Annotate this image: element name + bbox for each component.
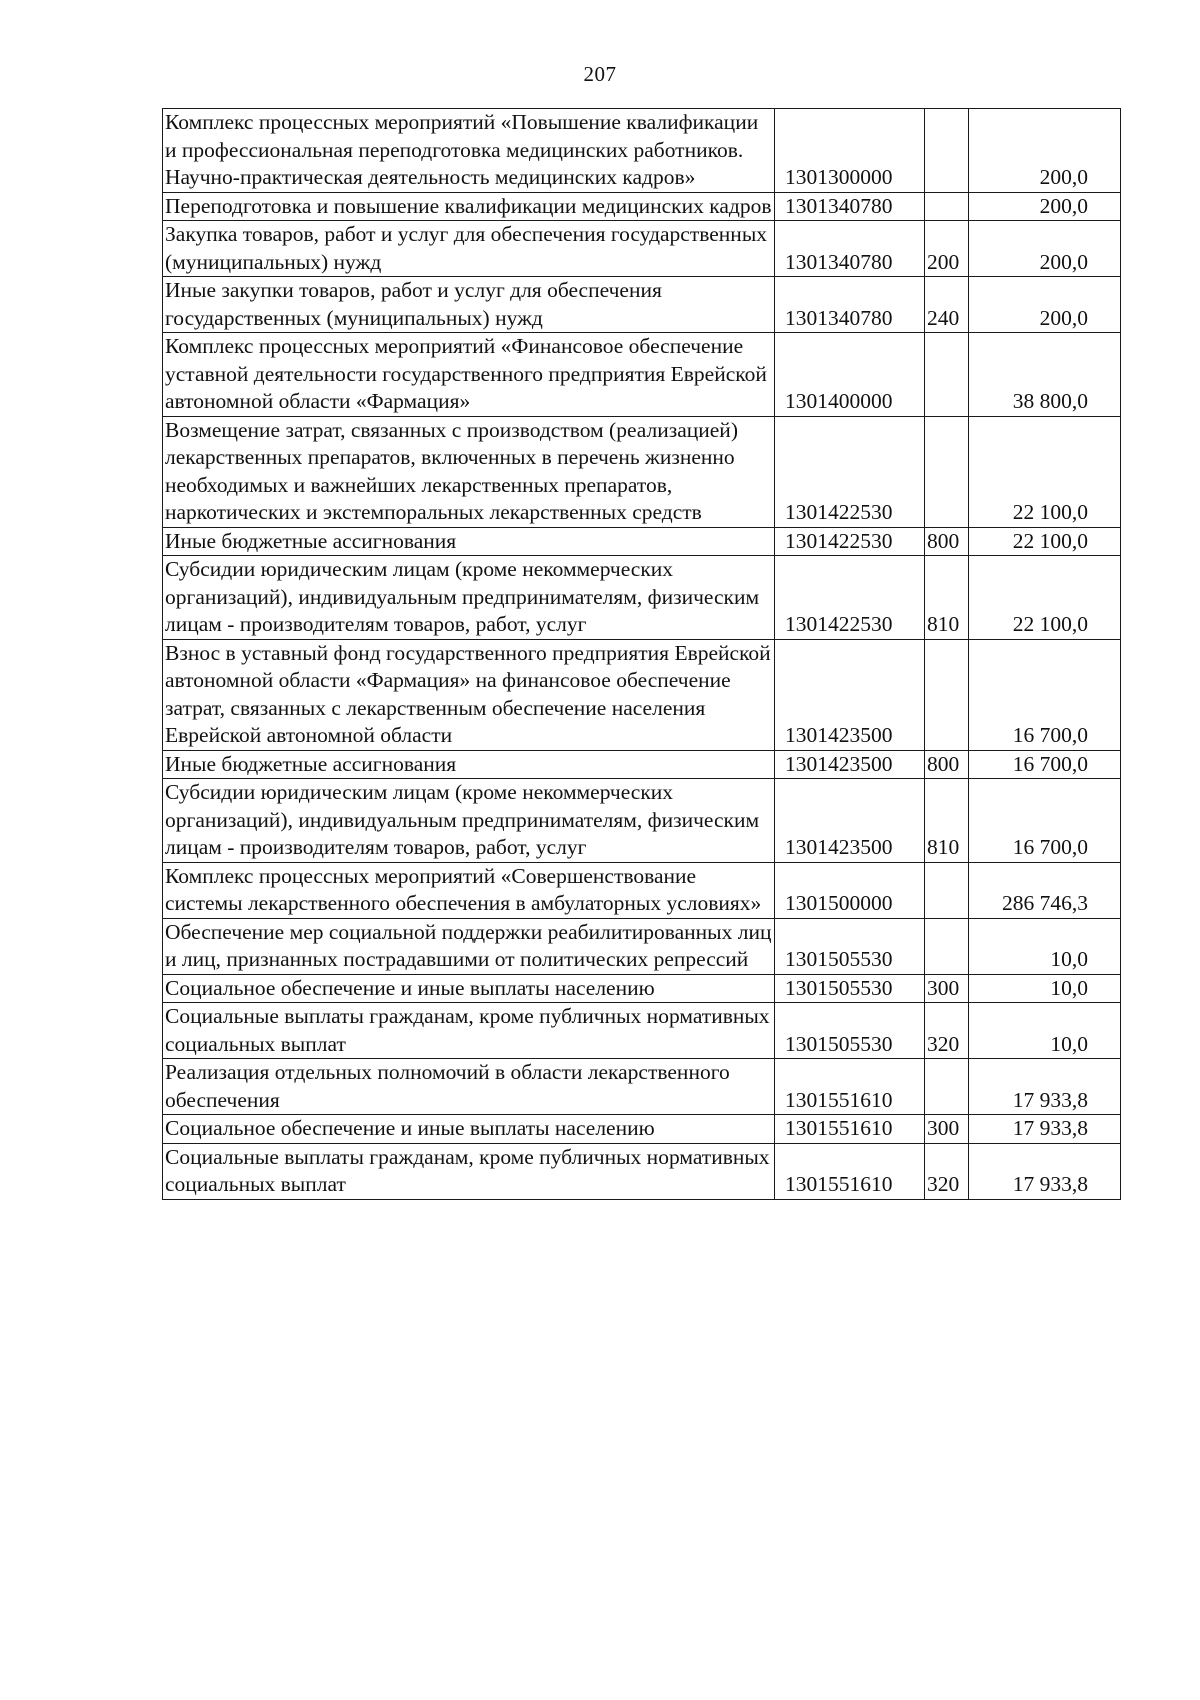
table-row [163, 750, 1121, 779]
row-name: Возмещение затрат, связанных с производством (реализацией) лекарственных препаратов, включенных в перечень жизненно необходимых и важнейших лекарственных препаратов, наркотических и экстемпоральных лекарственных средств [163, 416, 775, 527]
row-target-code: 1301423500 [775, 639, 925, 750]
row-name: Комплекс процессных мероприятий «Совершенствование системы лекарственного обеспечения в амбулаторных условиях» [163, 862, 775, 918]
row-amount: 200,0 [969, 192, 1121, 221]
row-target-code: 1301423500 [775, 779, 925, 863]
row-amount: 16 700,0 [969, 750, 1121, 779]
table-row [163, 221, 1121, 277]
row-expense-type [925, 918, 969, 974]
row-expense-type [925, 1059, 969, 1115]
table-row [163, 192, 1121, 221]
row-name: Комплекс процессных мероприятий «Повышение квалификации и профессиональная переподготовка медицинских работников. Научно-практическая деятельность медицинских кадров» [163, 109, 775, 193]
table-row [163, 109, 1121, 193]
row-amount: 200,0 [969, 109, 1121, 193]
row-target-code: 1301340780 [775, 221, 925, 277]
row-target-code: 1301340780 [775, 277, 925, 333]
row-amount: 17 933,8 [969, 1143, 1121, 1199]
row-amount: 16 700,0 [969, 779, 1121, 863]
budget-table [162, 108, 1121, 1200]
table-row [163, 1115, 1121, 1144]
row-expense-type: 800 [925, 527, 969, 556]
row-expense-type [925, 862, 969, 918]
row-target-code: 1301300000 [775, 109, 925, 193]
row-target-code: 1301505530 [775, 974, 925, 1003]
budget-table-body [163, 109, 1121, 1200]
table-row [163, 1003, 1121, 1059]
row-amount: 22 100,0 [969, 416, 1121, 527]
row-expense-type [925, 192, 969, 221]
row-amount: 10,0 [969, 1003, 1121, 1059]
table-row [163, 556, 1121, 640]
row-expense-type: 810 [925, 556, 969, 640]
row-name: Закупка товаров, работ и услуг для обеспечения государственных (муниципальных) нужд [163, 221, 775, 277]
row-target-code: 1301505530 [775, 1003, 925, 1059]
row-name: Субсидии юридическим лицам (кроме некоммерческих организаций), индивидуальным предпринимателям, физическим лицам - производителям товаров, работ, услуг [163, 556, 775, 640]
row-target-code: 1301400000 [775, 333, 925, 417]
row-amount: 200,0 [969, 277, 1121, 333]
row-name: Субсидии юридическим лицам (кроме некоммерческих организаций), индивидуальным предпринимателям, физическим лицам - производителям товаров, работ, услуг [163, 779, 775, 863]
row-name: Обеспечение мер социальной поддержки реабилитированных лиц и лиц, признанных пострадавшими от политических репрессий [163, 918, 775, 974]
row-amount: 17 933,8 [969, 1059, 1121, 1115]
table-row [163, 333, 1121, 417]
row-expense-type [925, 333, 969, 417]
row-expense-type: 300 [925, 974, 969, 1003]
row-expense-type: 800 [925, 750, 969, 779]
row-name: Социальные выплаты гражданам, кроме публичных нормативных социальных выплат [163, 1143, 775, 1199]
row-expense-type [925, 639, 969, 750]
table-row [163, 416, 1121, 527]
row-amount: 22 100,0 [969, 527, 1121, 556]
row-target-code: 1301505530 [775, 918, 925, 974]
row-name: Социальное обеспечение и иные выплаты населению [163, 974, 775, 1003]
row-target-code: 1301423500 [775, 750, 925, 779]
table-row [163, 277, 1121, 333]
row-amount: 38 800,0 [969, 333, 1121, 417]
row-expense-type: 320 [925, 1143, 969, 1199]
table-row [163, 918, 1121, 974]
row-expense-type: 300 [925, 1115, 969, 1144]
row-target-code: 1301422530 [775, 527, 925, 556]
row-target-code: 1301551610 [775, 1059, 925, 1115]
row-amount: 10,0 [969, 974, 1121, 1003]
row-name: Социальное обеспечение и иные выплаты населению [163, 1115, 775, 1144]
row-name: Иные бюджетные ассигнования [163, 527, 775, 556]
table-row [163, 639, 1121, 750]
row-expense-type: 200 [925, 221, 969, 277]
row-amount: 16 700,0 [969, 639, 1121, 750]
table-row [163, 527, 1121, 556]
row-target-code: 1301422530 [775, 556, 925, 640]
row-expense-type [925, 416, 969, 527]
table-row [163, 1143, 1121, 1199]
row-name: Комплекс процессных мероприятий «Финансовое обеспечение уставной деятельности государственного предприятия Еврейской автономной области «Фармация» [163, 333, 775, 417]
table-row [163, 1059, 1121, 1115]
row-name: Иные бюджетные ассигнования [163, 750, 775, 779]
row-expense-type: 320 [925, 1003, 969, 1059]
row-expense-type: 810 [925, 779, 969, 863]
row-target-code: 1301340780 [775, 192, 925, 221]
row-amount: 22 100,0 [969, 556, 1121, 640]
table-row [163, 862, 1121, 918]
row-name: Реализация отдельных полномочий в области лекарственного обеспечения [163, 1059, 775, 1115]
row-amount: 17 933,8 [969, 1115, 1121, 1144]
row-name: Иные закупки товаров, работ и услуг для обеспечения государственных (муниципальных) нужд [163, 277, 775, 333]
table-row [163, 974, 1121, 1003]
row-target-code: 1301500000 [775, 862, 925, 918]
row-expense-type [925, 109, 969, 193]
row-amount: 286 746,3 [969, 862, 1121, 918]
row-target-code: 1301422530 [775, 416, 925, 527]
row-amount: 200,0 [969, 221, 1121, 277]
row-name: Взнос в уставный фонд государственного предприятия Еврейской автономной области «Фармация» на финансовое обеспечение затрат, связанных с лекарственным обеспечение населения Еврейской автономной области [163, 639, 775, 750]
row-target-code: 1301551610 [775, 1115, 925, 1144]
row-expense-type: 240 [925, 277, 969, 333]
row-amount: 10,0 [969, 918, 1121, 974]
row-name: Социальные выплаты гражданам, кроме публичных нормативных социальных выплат [163, 1003, 775, 1059]
row-name: Переподготовка и повышение квалификации медицинских кадров [163, 192, 775, 221]
row-target-code: 1301551610 [775, 1143, 925, 1199]
page-number: 207 [583, 62, 617, 86]
table-row [163, 779, 1121, 863]
